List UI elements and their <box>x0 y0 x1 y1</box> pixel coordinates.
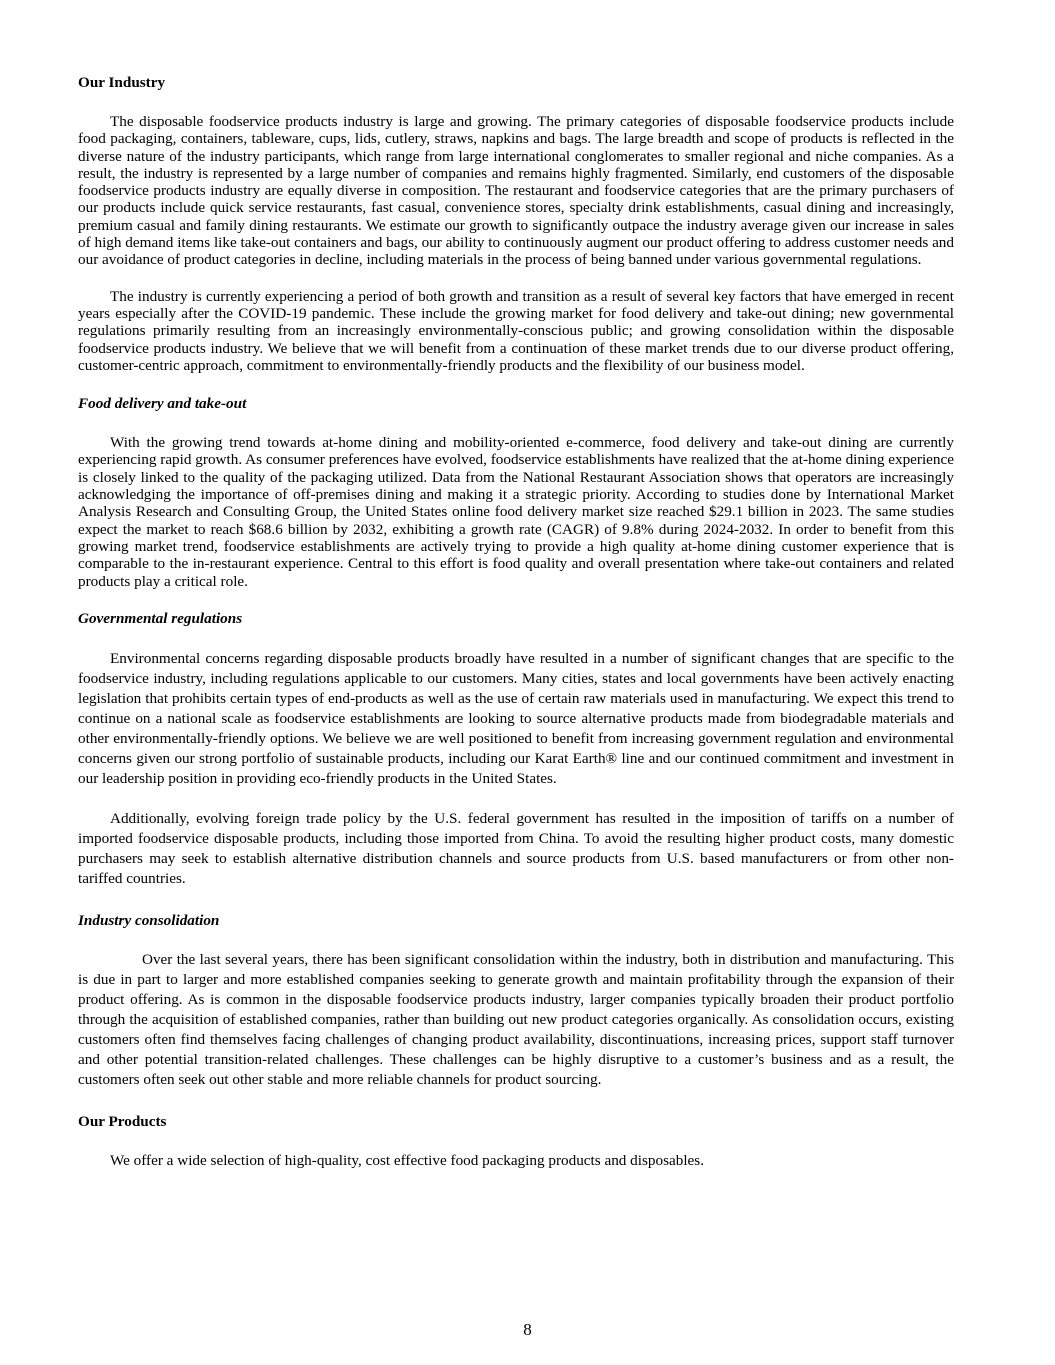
heading-governmental-regulations: Governmental regulations <box>78 609 243 627</box>
heading-our-industry: Our Industry <box>78 74 166 91</box>
document-page <box>78 66 954 1171</box>
paragraph-environmental-concerns: Environmental concerns regarding disposable products broadly have resulted in a number of significant changes that are specific to the foodservice industry, including regulations applicable to our customers. Many cities, states and local governments have been actively enacting legislation that prohibits certain types of end-products as well as the use of certain raw materials used in manufacturing. We expect this trend to continue on a national scale as foodservice establishments are looking to source alternative products made from biodegradable materials and other environmentally-friendly options. We believe we are well positioned to benefit from increasing government regulation and environmental concerns given our strong portfolio of sustainable products, including our Karat Earth® line and our continued commitment and investment in our leadership position in providing eco-friendly products in the United States. <box>78 649 954 787</box>
paragraph-industry-overview: The disposable foodservice products industry is large and growing. The primary categories of disposable foodservice products include food packaging, containers, tableware, cups, lids, cutlery, straws, napkins and bags. The large breadth and scope of products is reflected in the diverse nature of the industry participants, which range from large international conglomerates to smaller regional and niche companies. As a result, the industry is represented by a large number of companies and remains highly fragmented. Similarly, end customers of the disposable foodservice products industry are equally diverse in composition. The restaurant and foodservice categories that are the primary purchasers of our products include quick service restaurants, fast casual, convenience stores, specialty drink establishments, casual dining and increasingly, premium casual and family dining restaurants. We estimate our growth to significantly outpace the industry average given our increase in sales of high demand items like take-out containers and bags, our ability to continuously augment our product offering to address customer needs and our avoidance of product categories in decline, including materials in the process of being banned under various governmental regulations. <box>78 113 954 269</box>
heading-our-products: Our Products <box>78 1112 167 1130</box>
paragraph-consolidation: Over the last several years, there has been significant consolidation within the industry, both in distribution and manufacturing. This is due in part to larger and more established companies seeking to generate growth and maintain profitability through the expansion of their product offering. As is common in the disposable foodservice products industry, larger companies typically broaden their product portfolio through the acquisition of established companies, rather than building out new product categories organically. As consolidation occurs, existing customers often find themselves facing challenges of changing product availability, discontinuations, increasing prices, support staff turnover and other potential transition-related challenges. These challenges can be highly disruptive to a customer’s business and as a result, the customers often seek out other stable and more reliable channels for product sourcing. <box>78 950 954 1088</box>
heading-industry-consolidation: Industry consolidation <box>78 911 220 929</box>
paragraph-products-intro: We offer a wide selection of high-quality, cost effective food packaging products and disposables. <box>110 1151 705 1169</box>
page-number: 8 <box>523 1320 532 1339</box>
paragraph-industry-trends: The industry is currently experiencing a period of both growth and transition as a result of several key factors that have emerged in recent years especially after the COVID-19 pandemic. These include the growing market for food delivery and take-out dining; new governmental regulations primarily resulting from an increasingly environmentally-conscious public; and growing consolidation within the disposable foodservice products industry. We believe that we will benefit from a continuation of these market trends due to our diverse product offering, customer-centric approach, commitment to environmentally-friendly products and the flexibility of our business model. <box>78 287 954 374</box>
heading-food-delivery: Food delivery and take-out <box>78 395 247 413</box>
paragraph-food-delivery: With the growing trend towards at-home dining and mobility-oriented e-commerce, food delivery and take-out dining are currently experiencing rapid growth. As consumer preferences have evolved, foodservice establishments have realized that the at-home dining experience is closely linked to the quality of the packaging utilized. Data from the National Restaurant Association shows that operators are increasingly acknowledging the importance of off-premises dining and making it a strategic priority. According to studies done by International Market Analysis Research and Consulting Group, the United States online food delivery market size reached $29.1 billion in 2023. The same studies expect the market to reach $68.6 billion by 2032, exhibiting a growth rate (CAGR) of 9.8% during 2024-2032. In order to benefit from this growing market trend, foodservice establishments are actively trying to provide a high quality at-home dining customer experience that is comparable to the in-restaurant experience. Central to this effort is food quality and overall presentation where take-out containers and related products play a critical role. <box>78 434 954 590</box>
paragraph-trade-policy: Additionally, evolving foreign trade policy by the U.S. federal government has resulted in the imposition of tariffs on a number of imported foodservice disposable products, including those imported from China. To avoid the resulting higher product costs, many domestic purchasers may seek to establish alternative distribution channels and source products from U.S. based manufacturers or from other non-tariffed countries. <box>78 809 954 887</box>
